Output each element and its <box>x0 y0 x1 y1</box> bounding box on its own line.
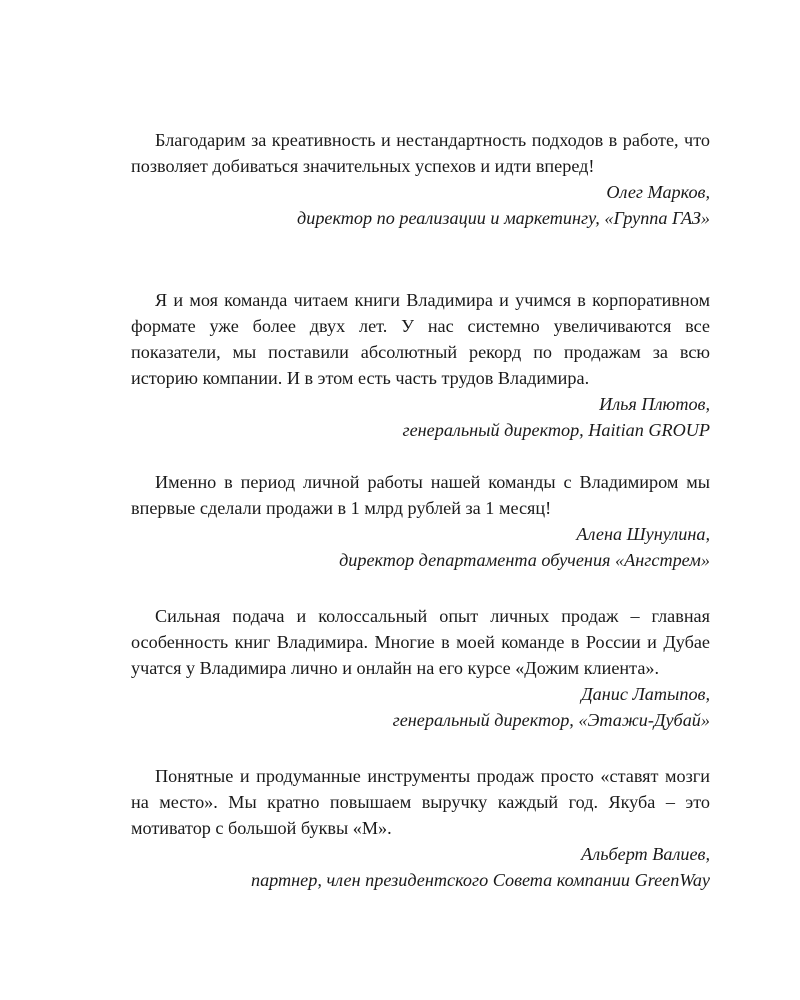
testimonial-quote: Я и моя команда читаем книги Владимира и учимся в корпоративном формате уже более двух лет. У нас системно увеличиваются все показатели, мы поставили абсолютный рекорд по продажам за всю историю компании. И в этом есть часть трудов Владимира. <box>131 290 710 388</box>
testimonial-author: Олег Марков, <box>606 182 710 202</box>
testimonial-5 <box>131 763 710 893</box>
testimonial-1 <box>131 127 710 231</box>
testimonial-role: партнер, член президентского Совета компании GreenWay <box>250 870 710 890</box>
testimonial-2 <box>131 287 710 443</box>
testimonial-4 <box>131 603 710 733</box>
testimonial-3 <box>131 469 710 573</box>
testimonial-quote: Именно в период личной работы нашей команды с Владимиром мы впервые сделали продажи в 1 млрд рублей за 1 месяц! <box>131 472 710 518</box>
testimonial-role: генеральный директор, «Этажи-Дубай» <box>392 710 710 730</box>
testimonial-author: Илья Плютов, <box>599 394 710 414</box>
testimonial-author: Альберт Валиев, <box>581 844 710 864</box>
testimonial-quote: Благодарим за креативность и нестандартность подходов в работе, что позволяет добиваться значительных успехов и идти вперед! <box>131 130 710 176</box>
testimonial-quote: Понятные и продуманные инструменты продаж просто «ставят мозги на место». Мы кратно повышаем выручку каждый год. Якуба – это мотиватор с большой буквы «М». <box>131 766 710 838</box>
testimonial-role: директор по реализации и маркетингу, «Группа ГАЗ» <box>297 208 710 228</box>
testimonial-author: Алена Шунулина, <box>576 524 710 544</box>
testimonial-quote: Сильная подача и колоссальный опыт личных продаж – главная особенность книг Владимира. Многие в моей команде в России и Дубае учатся у Владимира лично и онлайн на его курсе «Дожим клиента». <box>131 606 710 678</box>
testimonial-author: Данис Латыпов, <box>581 684 710 704</box>
testimonial-role: директор департамента обучения «Ангстрем» <box>339 550 710 570</box>
testimonial-role: генеральный директор, Haitian GROUP <box>402 420 710 440</box>
